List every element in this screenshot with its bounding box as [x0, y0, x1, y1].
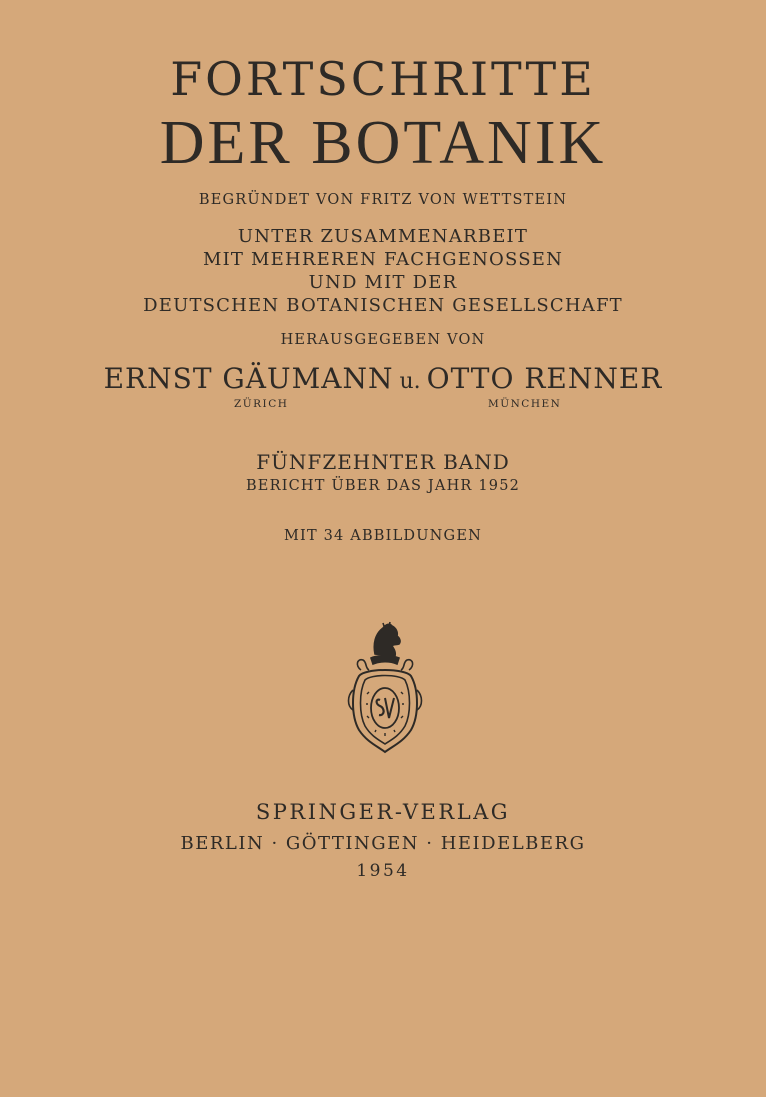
editor-1-city: ZÜRICH — [234, 398, 289, 410]
founder-line: BEGRÜNDET VON FRITZ VON WETTSTEIN — [198, 192, 568, 208]
publisher-name: SPRINGER-VERLAG — [255, 800, 511, 824]
publication-year: 1954 — [356, 861, 410, 881]
volume-line: FÜNFZEHNTER BAND — [256, 450, 510, 474]
editor-2-name: OTTO RENNER — [426, 362, 663, 395]
editors-line — [0, 362, 766, 395]
title-line-1: FORTSCHRITTE — [170, 52, 596, 106]
report-line: BERICHT ÜBER DAS JAHR 1952 — [245, 478, 521, 494]
collab-line-4: DEUTSCHEN BOTANISCHEN GESELLSCHAFT — [143, 295, 623, 316]
collab-line-3: UND MIT DER — [308, 272, 458, 293]
title-line-2: DER BOTANIK — [159, 109, 607, 177]
editors-connector: u. — [399, 369, 421, 394]
editor-2-city: MÜNCHEN — [488, 398, 562, 410]
collab-line-1: UNTER ZUSAMMENARBEIT — [237, 226, 529, 247]
publisher-places: BERLIN · GÖTTINGEN · HEIDELBERG — [180, 833, 586, 854]
edited-by-line: HERAUSGEGEBEN VON — [280, 332, 486, 348]
editor-1-name: ERNST GÄUMANN — [103, 362, 394, 395]
collab-line-2: MIT MEHREREN FACHGENOSSEN — [202, 249, 564, 270]
figures-line: MIT 34 ABBILDUNGEN — [283, 528, 483, 544]
springer-knight-emblem-icon — [345, 620, 425, 756]
